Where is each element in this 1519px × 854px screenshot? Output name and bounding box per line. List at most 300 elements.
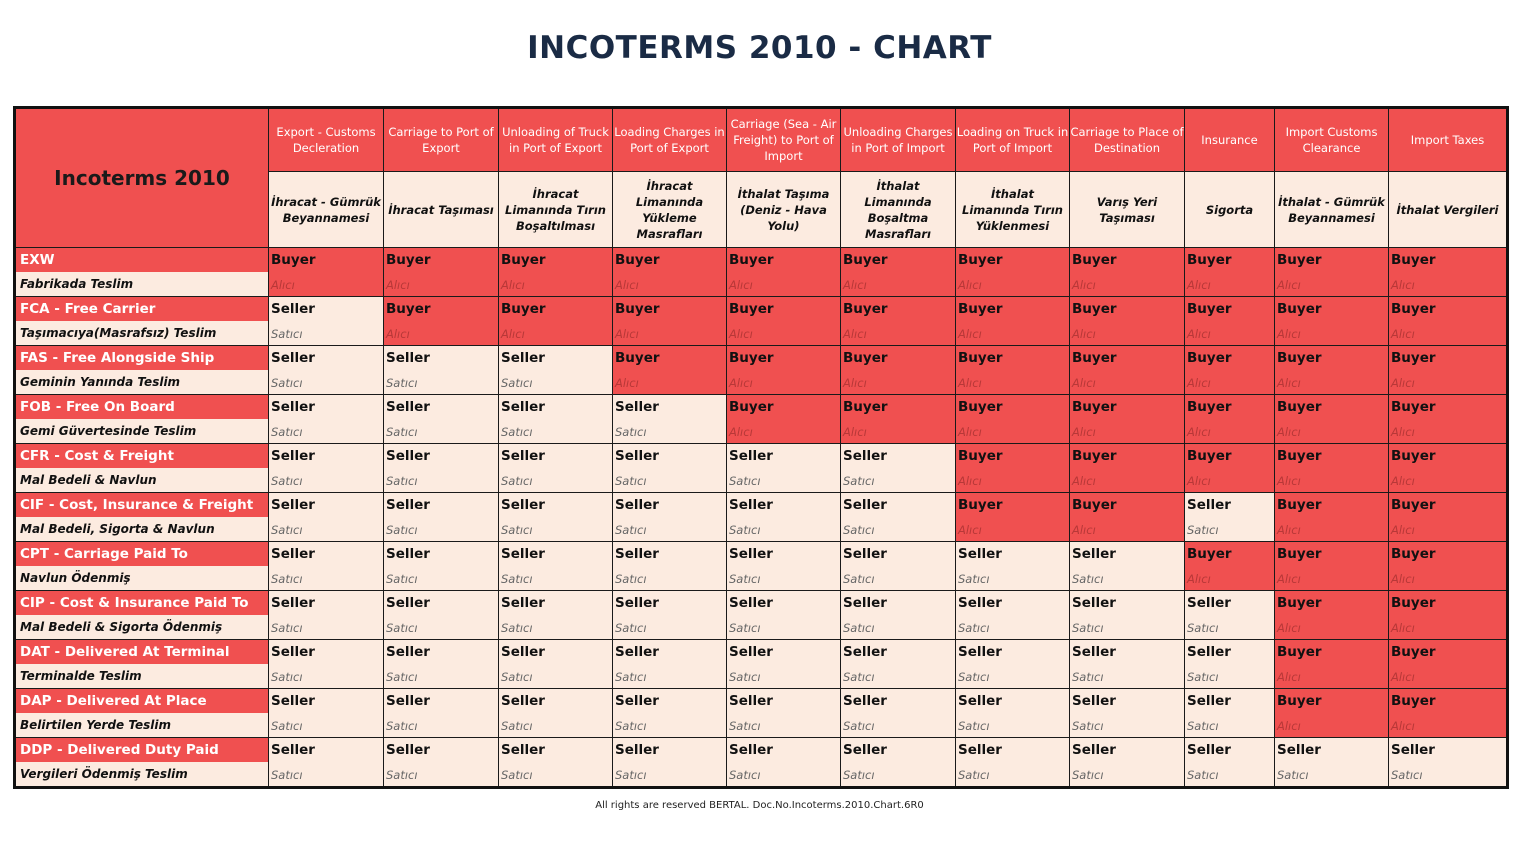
- term-name-tr: Vergileri Ödenmiş Teslim: [16, 762, 268, 786]
- party-label-en: Seller: [386, 448, 430, 464]
- responsibility-cell: [269, 297, 384, 346]
- party-label-tr: Satıcı: [386, 670, 418, 684]
- party-label-en: Buyer: [1277, 350, 1322, 366]
- responsibility-cell: [613, 738, 727, 788]
- party-label-en: Buyer: [386, 252, 431, 268]
- party-label-en: Seller: [501, 497, 545, 513]
- party-label-en: Seller: [843, 742, 887, 758]
- term-name-tr: Gemi Güvertesinde Teslim: [16, 419, 268, 443]
- party-label-tr: Satıcı: [1187, 523, 1219, 537]
- party-label-en: Buyer: [1277, 399, 1322, 415]
- responsibility-cell: [1389, 493, 1508, 542]
- party-label-en: Seller: [615, 644, 659, 660]
- party-label-tr: Alıcı: [1072, 376, 1096, 390]
- responsibility-cell: [841, 591, 956, 640]
- party-label-en: Buyer: [1187, 448, 1232, 464]
- party-label-en: Buyer: [1072, 252, 1117, 268]
- party-label-en: Seller: [386, 497, 430, 513]
- term-name-en: EXW: [16, 248, 268, 272]
- party-label-tr: Satıcı: [271, 670, 303, 684]
- party-label-tr: Alıcı: [1277, 719, 1301, 733]
- column-header-tr: İthalat Taşıma (Deniz - Hava Yolu): [727, 172, 841, 248]
- responsibility-cell: [727, 738, 841, 788]
- party-label-tr: Satıcı: [1277, 768, 1309, 782]
- term-cell: [15, 640, 269, 689]
- party-label-tr: Alıcı: [615, 376, 639, 390]
- party-label-tr: Satıcı: [729, 670, 761, 684]
- party-label-tr: Satıcı: [501, 523, 533, 537]
- party-label-en: Buyer: [1072, 497, 1117, 513]
- party-label-tr: Alıcı: [1277, 376, 1301, 390]
- responsibility-cell: [499, 493, 613, 542]
- party-label-en: Seller: [1187, 497, 1231, 513]
- column-header-en: Import Customs Clearance: [1275, 108, 1389, 172]
- party-label-en: Seller: [615, 497, 659, 513]
- responsibility-cell: [269, 542, 384, 591]
- party-label-en: Seller: [501, 546, 545, 562]
- responsibility-cell: [1185, 591, 1275, 640]
- party-label-tr: Alıcı: [729, 425, 753, 439]
- responsibility-cell: [956, 542, 1070, 591]
- party-label-en: Seller: [1072, 546, 1116, 562]
- term-name-tr: Mal Bedeli & Navlun: [16, 468, 268, 492]
- responsibility-cell: [384, 738, 499, 788]
- party-label-en: Buyer: [1187, 350, 1232, 366]
- responsibility-cell: [499, 689, 613, 738]
- responsibility-cell: [499, 395, 613, 444]
- party-label-en: Seller: [1072, 693, 1116, 709]
- party-label-tr: Satıcı: [615, 425, 647, 439]
- party-label-tr: Alıcı: [1187, 278, 1211, 292]
- party-label-en: Buyer: [615, 301, 660, 317]
- party-label-en: Seller: [615, 546, 659, 562]
- party-label-en: Seller: [615, 399, 659, 415]
- responsibility-cell: [269, 395, 384, 444]
- party-label-tr: Alıcı: [958, 474, 982, 488]
- column-header-tr: İhracat Limanında Tırın Boşaltılması: [499, 172, 613, 248]
- party-label-tr: Alıcı: [1277, 327, 1301, 341]
- party-label-tr: Satıcı: [843, 572, 875, 586]
- party-label-tr: Alıcı: [1072, 474, 1096, 488]
- party-label-tr: Satıcı: [386, 621, 418, 635]
- party-label-en: Buyer: [271, 252, 316, 268]
- party-label-en: Seller: [729, 497, 773, 513]
- party-label-en: Seller: [501, 350, 545, 366]
- responsibility-cell: [499, 346, 613, 395]
- party-label-en: Seller: [958, 644, 1002, 660]
- party-label-tr: Alıcı: [271, 278, 295, 292]
- party-label-tr: Satıcı: [1072, 719, 1104, 733]
- party-label-en: Buyer: [1391, 252, 1436, 268]
- party-label-tr: Alıcı: [1277, 278, 1301, 292]
- responsibility-cell: [1389, 542, 1508, 591]
- party-label-tr: Satıcı: [501, 376, 533, 390]
- party-label-tr: Satıcı: [843, 670, 875, 684]
- term-name-en: DDP - Delivered Duty Paid: [16, 738, 268, 762]
- party-label-en: Seller: [271, 693, 315, 709]
- responsibility-cell: [613, 640, 727, 689]
- party-label-tr: Satıcı: [729, 572, 761, 586]
- responsibility-cell: [269, 346, 384, 395]
- party-label-en: Buyer: [1277, 448, 1322, 464]
- party-label-en: Seller: [843, 497, 887, 513]
- party-label-tr: Satıcı: [843, 768, 875, 782]
- column-header-tr: Varış Yeri Taşıması: [1070, 172, 1185, 248]
- party-label-en: Seller: [1072, 742, 1116, 758]
- party-label-en: Seller: [271, 497, 315, 513]
- party-label-tr: Alıcı: [1072, 278, 1096, 292]
- party-label-tr: Alıcı: [1187, 327, 1211, 341]
- party-label-en: Seller: [843, 546, 887, 562]
- party-label-tr: Alıcı: [729, 376, 753, 390]
- party-label-en: Buyer: [958, 350, 1003, 366]
- responsibility-cell: [956, 493, 1070, 542]
- responsibility-cell: [499, 297, 613, 346]
- party-label-en: Seller: [501, 644, 545, 660]
- responsibility-cell: [1070, 493, 1185, 542]
- party-label-tr: Satıcı: [958, 768, 990, 782]
- party-label-tr: Satıcı: [843, 719, 875, 733]
- party-label-tr: Alıcı: [1391, 278, 1415, 292]
- party-label-tr: Satıcı: [386, 523, 418, 537]
- party-label-tr: Satıcı: [271, 621, 303, 635]
- party-label-en: Buyer: [1277, 497, 1322, 513]
- party-label-tr: Satıcı: [501, 719, 533, 733]
- responsibility-cell: [1389, 689, 1508, 738]
- party-label-tr: Satıcı: [501, 670, 533, 684]
- party-label-tr: Alıcı: [1072, 523, 1096, 537]
- column-header-tr: İthalat - Gümrük Beyannamesi: [1275, 172, 1389, 248]
- party-label-tr: Satıcı: [1187, 621, 1219, 635]
- party-label-en: Buyer: [1391, 301, 1436, 317]
- party-label-en: Buyer: [729, 350, 774, 366]
- responsibility-cell: [1070, 591, 1185, 640]
- party-label-en: Seller: [729, 448, 773, 464]
- party-label-en: Buyer: [1391, 448, 1436, 464]
- party-label-en: Seller: [958, 595, 1002, 611]
- party-label-en: Seller: [843, 644, 887, 660]
- table-row: [15, 689, 1508, 738]
- column-header-en: Loading Charges in Port of Export: [613, 108, 727, 172]
- responsibility-cell: [269, 493, 384, 542]
- party-label-tr: Satıcı: [386, 376, 418, 390]
- table-body: [15, 248, 1508, 788]
- party-label-tr: Alıcı: [615, 327, 639, 341]
- party-label-en: Buyer: [1391, 399, 1436, 415]
- party-label-en: Seller: [1391, 742, 1435, 758]
- term-name-tr: Fabrikada Teslim: [16, 272, 268, 296]
- party-label-en: Seller: [615, 595, 659, 611]
- responsibility-cell: [613, 493, 727, 542]
- party-label-en: Buyer: [1277, 546, 1322, 562]
- responsibility-cell: [841, 738, 956, 788]
- party-label-en: Seller: [958, 693, 1002, 709]
- column-header-tr: İthalat Limanında Boşaltma Masrafları: [841, 172, 956, 248]
- responsibility-cell: [384, 689, 499, 738]
- column-header-en: Export - Customs Decleration: [269, 108, 384, 172]
- party-label-en: Seller: [501, 693, 545, 709]
- party-label-en: Seller: [729, 693, 773, 709]
- party-label-en: Buyer: [843, 301, 888, 317]
- party-label-en: Buyer: [1072, 350, 1117, 366]
- party-label-en: Seller: [271, 595, 315, 611]
- party-label-en: Seller: [386, 693, 430, 709]
- term-name-en: FCA - Free Carrier: [16, 297, 268, 321]
- responsibility-cell: [1185, 689, 1275, 738]
- term-name-tr: Terminalde Teslim: [16, 664, 268, 688]
- responsibility-cell: [1389, 591, 1508, 640]
- responsibility-cell: [1275, 346, 1389, 395]
- responsibility-cell: [727, 444, 841, 493]
- party-label-tr: Satıcı: [1072, 621, 1104, 635]
- party-label-en: Buyer: [1277, 644, 1322, 660]
- party-label-tr: Alıcı: [729, 278, 753, 292]
- responsibility-cell: [727, 542, 841, 591]
- party-label-tr: Alıcı: [1187, 425, 1211, 439]
- party-label-en: Buyer: [1072, 301, 1117, 317]
- column-header-en: Insurance: [1185, 108, 1275, 172]
- responsibility-cell: [727, 640, 841, 689]
- responsibility-cell: [1185, 493, 1275, 542]
- responsibility-cell: [1185, 542, 1275, 591]
- party-label-tr: Satıcı: [386, 719, 418, 733]
- responsibility-cell: [956, 346, 1070, 395]
- term-cell: [15, 542, 269, 591]
- party-label-en: Buyer: [1277, 301, 1322, 317]
- party-label-tr: Alıcı: [1072, 327, 1096, 341]
- party-label-en: Seller: [615, 448, 659, 464]
- party-label-tr: Alıcı: [958, 523, 982, 537]
- party-label-tr: Satıcı: [271, 425, 303, 439]
- party-label-en: Seller: [1187, 595, 1231, 611]
- term-name-en: FOB - Free On Board: [16, 395, 268, 419]
- term-cell: [15, 444, 269, 493]
- corner-label: Incoterms 2010: [15, 108, 269, 248]
- party-label-tr: Satıcı: [729, 523, 761, 537]
- responsibility-cell: [1389, 297, 1508, 346]
- party-label-en: Buyer: [1391, 644, 1436, 660]
- party-label-en: Buyer: [501, 301, 546, 317]
- party-label-en: Seller: [729, 644, 773, 660]
- responsibility-cell: [1275, 542, 1389, 591]
- responsibility-cell: [1185, 444, 1275, 493]
- responsibility-cell: [613, 542, 727, 591]
- party-label-tr: Alıcı: [1277, 670, 1301, 684]
- responsibility-cell: [384, 542, 499, 591]
- responsibility-cell: [1070, 248, 1185, 297]
- responsibility-cell: [1389, 248, 1508, 297]
- responsibility-cell: [1275, 395, 1389, 444]
- responsibility-cell: [1070, 297, 1185, 346]
- party-label-tr: Alıcı: [1187, 572, 1211, 586]
- party-label-tr: Alıcı: [1277, 523, 1301, 537]
- party-label-en: Seller: [615, 742, 659, 758]
- party-label-en: Seller: [271, 644, 315, 660]
- party-label-tr: Alıcı: [501, 278, 525, 292]
- column-header-en: Loading on Truck in Port of Import: [956, 108, 1070, 172]
- table-row: [15, 738, 1508, 788]
- party-label-en: Seller: [386, 546, 430, 562]
- term-name-tr: Mal Bedeli, Sigorta & Navlun: [16, 517, 268, 541]
- term-name-tr: Taşımacıya(Masrafsız) Teslim: [16, 321, 268, 345]
- responsibility-cell: [956, 444, 1070, 493]
- term-name-en: FAS - Free Alongside Ship: [16, 346, 268, 370]
- term-cell: [15, 395, 269, 444]
- column-header-en: Carriage (Sea - Air Freight) to Port of Import: [727, 108, 841, 172]
- party-label-en: Seller: [386, 742, 430, 758]
- party-label-en: Seller: [1187, 644, 1231, 660]
- party-label-en: Seller: [501, 595, 545, 611]
- party-label-tr: Alıcı: [958, 278, 982, 292]
- party-label-en: Buyer: [843, 350, 888, 366]
- responsibility-cell: [727, 346, 841, 395]
- footer-note: All rights are reserved BERTAL. Doc.No.Incoterms.2010.Chart.6R0: [595, 800, 924, 811]
- responsibility-cell: [841, 689, 956, 738]
- term-cell: [15, 493, 269, 542]
- party-label-en: Seller: [271, 399, 315, 415]
- responsibility-cell: [1185, 640, 1275, 689]
- term-name-en: DAP - Delivered At Place: [16, 689, 268, 713]
- responsibility-cell: [1275, 591, 1389, 640]
- party-label-en: Seller: [843, 595, 887, 611]
- party-label-tr: Satıcı: [615, 768, 647, 782]
- party-label-tr: Alıcı: [1391, 376, 1415, 390]
- table-row: [15, 297, 1508, 346]
- responsibility-cell: [1275, 444, 1389, 493]
- party-label-tr: Satıcı: [271, 474, 303, 488]
- responsibility-cell: [499, 542, 613, 591]
- party-label-en: Seller: [843, 693, 887, 709]
- term-cell: [15, 591, 269, 640]
- party-label-en: Buyer: [1391, 497, 1436, 513]
- party-label-en: Buyer: [958, 301, 1003, 317]
- party-label-tr: Satıcı: [729, 768, 761, 782]
- responsibility-cell: [1070, 444, 1185, 493]
- term-name-tr: Navlun Ödenmiş: [16, 566, 268, 590]
- responsibility-cell: [384, 297, 499, 346]
- responsibility-cell: [727, 591, 841, 640]
- party-label-tr: Alıcı: [1277, 425, 1301, 439]
- responsibility-cell: [1070, 346, 1185, 395]
- party-label-tr: Alıcı: [1187, 376, 1211, 390]
- table-row: [15, 346, 1508, 395]
- party-label-tr: Satıcı: [271, 572, 303, 586]
- party-label-en: Buyer: [1187, 546, 1232, 562]
- party-label-tr: Alıcı: [1391, 425, 1415, 439]
- party-label-en: Buyer: [1072, 448, 1117, 464]
- party-label-en: Seller: [1072, 644, 1116, 660]
- party-label-en: Seller: [1187, 742, 1231, 758]
- responsibility-cell: [727, 689, 841, 738]
- party-label-en: Buyer: [729, 252, 774, 268]
- party-label-en: Buyer: [958, 399, 1003, 415]
- responsibility-cell: [1275, 738, 1389, 788]
- party-label-en: Seller: [958, 742, 1002, 758]
- term-cell: [15, 346, 269, 395]
- party-label-en: Buyer: [729, 301, 774, 317]
- party-label-tr: Alıcı: [843, 327, 867, 341]
- party-label-tr: Alıcı: [1391, 719, 1415, 733]
- party-label-tr: Alıcı: [501, 327, 525, 341]
- party-label-tr: Alıcı: [1391, 572, 1415, 586]
- responsibility-cell: [956, 248, 1070, 297]
- party-label-tr: Satıcı: [271, 376, 303, 390]
- party-label-tr: Alıcı: [1391, 621, 1415, 635]
- party-label-tr: Satıcı: [501, 768, 533, 782]
- party-label-tr: Alıcı: [1391, 474, 1415, 488]
- responsibility-cell: [1185, 395, 1275, 444]
- party-label-en: Buyer: [1277, 252, 1322, 268]
- party-label-tr: Satıcı: [1391, 768, 1423, 782]
- party-label-en: Seller: [843, 448, 887, 464]
- responsibility-cell: [1070, 640, 1185, 689]
- party-label-tr: Satıcı: [386, 425, 418, 439]
- party-label-tr: Satıcı: [729, 474, 761, 488]
- responsibility-cell: [384, 591, 499, 640]
- party-label-tr: Satıcı: [1072, 768, 1104, 782]
- table-row: [15, 248, 1508, 297]
- responsibility-cell: [269, 738, 384, 788]
- party-label-tr: Alıcı: [386, 327, 410, 341]
- responsibility-cell: [1275, 493, 1389, 542]
- responsibility-cell: [384, 444, 499, 493]
- responsibility-cell: [1389, 738, 1508, 788]
- party-label-tr: Satıcı: [615, 474, 647, 488]
- party-label-tr: Alıcı: [958, 425, 982, 439]
- responsibility-cell: [841, 542, 956, 591]
- incoterms-table: [13, 106, 1509, 789]
- party-label-en: Buyer: [958, 252, 1003, 268]
- party-label-tr: Satıcı: [615, 523, 647, 537]
- responsibility-cell: [613, 297, 727, 346]
- party-label-en: Seller: [501, 399, 545, 415]
- column-header-tr: İthalat Limanında Tırın Yüklenmesi: [956, 172, 1070, 248]
- column-header-tr: İhracat Taşıması: [384, 172, 499, 248]
- party-label-en: Seller: [729, 742, 773, 758]
- responsibility-cell: [841, 395, 956, 444]
- party-label-en: Seller: [729, 546, 773, 562]
- party-label-en: Buyer: [386, 301, 431, 317]
- term-cell: [15, 689, 269, 738]
- party-label-tr: Alıcı: [1072, 425, 1096, 439]
- party-label-tr: Alıcı: [1391, 670, 1415, 684]
- party-label-en: Seller: [958, 546, 1002, 562]
- column-header-en: Unloading Charges in Port of Import: [841, 108, 956, 172]
- party-label-tr: Satıcı: [1072, 670, 1104, 684]
- responsibility-cell: [1185, 738, 1275, 788]
- responsibility-cell: [727, 297, 841, 346]
- party-label-tr: Alıcı: [615, 278, 639, 292]
- responsibility-cell: [613, 591, 727, 640]
- responsibility-cell: [727, 395, 841, 444]
- party-label-tr: Satıcı: [843, 523, 875, 537]
- party-label-tr: Satıcı: [615, 670, 647, 684]
- party-label-en: Seller: [271, 448, 315, 464]
- column-header-en: Import Taxes: [1389, 108, 1508, 172]
- column-header-tr: Sigorta: [1185, 172, 1275, 248]
- party-label-tr: Satıcı: [1187, 768, 1219, 782]
- party-label-tr: Satıcı: [501, 474, 533, 488]
- responsibility-cell: [384, 493, 499, 542]
- responsibility-cell: [1070, 542, 1185, 591]
- party-label-tr: Alıcı: [729, 327, 753, 341]
- table-row: [15, 493, 1508, 542]
- party-label-tr: Satıcı: [386, 768, 418, 782]
- party-label-tr: Satıcı: [271, 523, 303, 537]
- responsibility-cell: [727, 493, 841, 542]
- term-name-en: CIF - Cost, Insurance & Freight: [16, 493, 268, 517]
- responsibility-cell: [499, 444, 613, 493]
